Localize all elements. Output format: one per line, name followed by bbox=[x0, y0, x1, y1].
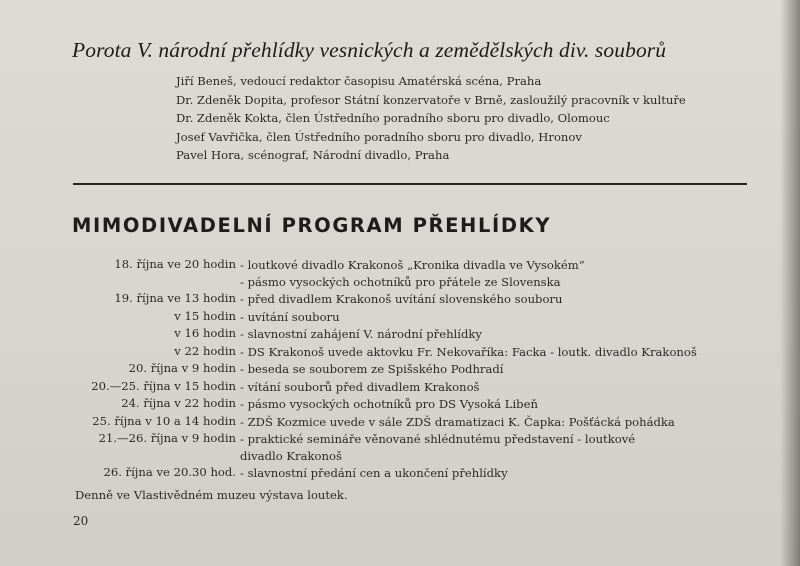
program-schedule bbox=[0, 257, 800, 483]
schedule-row bbox=[0, 309, 800, 327]
schedule-event: - pásmo vysockých ochotníků pro DS Vysoká Libeň bbox=[240, 397, 538, 411]
jury-member-list bbox=[176, 72, 686, 165]
schedule-time: 21.—26. října v 9 hodin bbox=[98, 431, 236, 445]
jury-member: Pavel Hora, scénograf, Národní divadlo, Praha bbox=[176, 148, 450, 163]
jury-heading: Porota V. národní přehlídky vesnických a zemědělských div. souborů bbox=[72, 38, 667, 62]
schedule-row bbox=[0, 291, 800, 309]
schedule-event: - slavnostní zahájení V. národní přehlídky bbox=[240, 327, 482, 341]
schedule-time: 26. října ve 20.30 hod. bbox=[103, 465, 236, 479]
jury-member: Dr. Zdeněk Kokta, člen Ústředního poradního sboru pro divadlo, Olomouc bbox=[176, 111, 610, 126]
schedule-time: v 15 hodin bbox=[174, 308, 236, 323]
schedule-event: - DS Krakonoš uvede aktovku Fr. Nekovaříka: Facka - loutk. divadlo Krakonoš bbox=[240, 344, 697, 359]
schedule-row bbox=[0, 431, 800, 465]
schedule-row bbox=[0, 257, 800, 291]
schedule-event: - praktické semináře věnované shlédnutému představení - loutkové divadlo Krakonoš bbox=[240, 432, 636, 463]
schedule-time: 20.—25. října v 15 hodin bbox=[91, 378, 236, 393]
schedule-time: v 16 hodin bbox=[174, 326, 236, 340]
schedule-event: - vítání souborů před divadlem Krakonoš bbox=[240, 379, 480, 394]
schedule-event: - loutkové divadlo Krakonoš „Kronika divadla ve Vysokém“ - pásmo vysockých ochotníků pro přátele ze Slovenska bbox=[240, 258, 585, 289]
schedule-event: - ZDŠ Kozmice uvede v sále ZDŠ dramatizaci K. Čapka: Pošťácká pohádka bbox=[240, 414, 675, 429]
schedule-time: 25. října v 10 a 14 hodin bbox=[92, 413, 236, 428]
schedule-event: - před divadlem Krakonoš uvítání slovenského souboru bbox=[240, 292, 563, 306]
schedule-row bbox=[0, 396, 800, 414]
schedule-event: - beseda se souborem ze Spišského Podhradí bbox=[240, 362, 504, 376]
schedule-row bbox=[0, 414, 800, 432]
schedule-row bbox=[0, 344, 800, 362]
schedule-event: - slavnostní předání cen a ukončení přehlídky bbox=[240, 466, 508, 480]
jury-member: Dr. Zdeněk Dopita, profesor Státní konzervatoře v Brně, zasloužilý pracovník v kultuře bbox=[176, 92, 686, 107]
schedule-time: 19. října ve 13 hodin bbox=[114, 291, 236, 305]
schedule-time: 20. října v 9 hodin bbox=[128, 361, 236, 375]
schedule-time: v 22 hodin bbox=[174, 343, 236, 358]
schedule-time: 24. října v 22 hodin bbox=[121, 396, 236, 410]
schedule-row bbox=[0, 326, 800, 344]
schedule-row bbox=[0, 361, 800, 379]
schedule-row bbox=[0, 465, 800, 483]
section-divider bbox=[73, 183, 747, 185]
page-number: 20 bbox=[73, 514, 89, 528]
schedule-row bbox=[0, 379, 800, 397]
program-heading: MIMODIVADELNÍ PROGRAM PŘEHLÍDKY bbox=[72, 214, 552, 237]
schedule-time: 18. října ve 20 hodin bbox=[114, 257, 236, 271]
exhibition-note: Denně ve Vlastivědném muzeu výstava loutek. bbox=[75, 488, 348, 502]
schedule-event: - uvítání souboru bbox=[240, 309, 340, 324]
jury-member: Josef Vavřička, člen Ústředního poradního sboru pro divadlo, Hronov bbox=[176, 129, 582, 144]
jury-member: Jiří Beneš, vedoucí redaktor časopisu Amatérská scéna, Praha bbox=[176, 74, 542, 88]
